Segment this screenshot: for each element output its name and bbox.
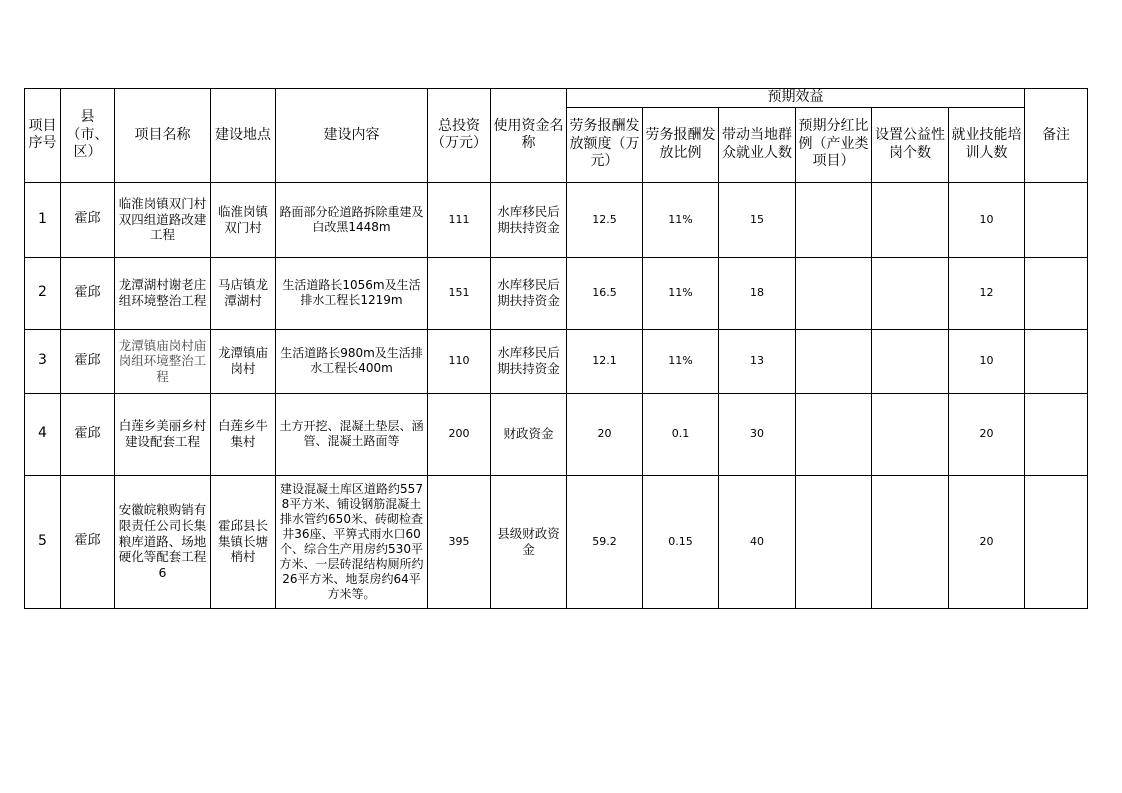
cell-labor-amount: 12.5 [567,182,643,257]
header-public-posts: 设置公益性岗个数 [872,107,949,182]
header-dividend: 预期分红比例（产业类项目） [796,107,872,182]
cell-remark [1025,329,1088,393]
header-county: 县（市、区） [61,89,115,183]
cell-investment: 395 [428,475,491,608]
cell-remark [1025,182,1088,257]
cell-remark [1025,475,1088,608]
table-row [25,393,1088,475]
header-seq: 项目序号 [25,89,61,183]
header-labor-amount: 劳务报酬发放额度（万元） [567,107,643,182]
cell-labor-amount: 16.5 [567,257,643,329]
cell-county: 霍邱 [61,329,115,393]
cell-content: 生活道路长1056m及生活排水工程长1219m [276,257,428,329]
cell-name: 白莲乡美丽乡村建设配套工程 [115,393,211,475]
cell-seq: 5 [25,475,61,608]
table-row [25,475,1088,608]
cell-fund: 财政资金 [491,393,567,475]
cell-remark [1025,257,1088,329]
cell-investment: 110 [428,329,491,393]
cell-investment: 151 [428,257,491,329]
cell-public-posts [872,329,949,393]
header-training: 就业技能培训人数 [949,107,1025,182]
cell-employment: 30 [719,393,796,475]
header-location: 建设地点 [211,89,276,183]
cell-name: 龙潭湖村谢老庄组环境整治工程 [115,257,211,329]
cell-labor-ratio: 0.1 [643,393,719,475]
cell-location: 霍邱县长集镇长塘梢村 [211,475,276,608]
cell-county: 霍邱 [61,257,115,329]
cell-dividend [796,257,872,329]
cell-labor-ratio: 11% [643,329,719,393]
cell-public-posts [872,475,949,608]
cell-remark [1025,393,1088,475]
header-name: 项目名称 [115,89,211,183]
cell-county: 霍邱 [61,393,115,475]
header-benefit-group: 预期效益 [567,89,1025,108]
cell-public-posts [872,182,949,257]
cell-labor-ratio: 11% [643,257,719,329]
cell-public-posts [872,393,949,475]
cell-training: 12 [949,257,1025,329]
cell-employment: 13 [719,329,796,393]
table-row [25,182,1088,257]
cell-labor-ratio: 0.15 [643,475,719,608]
cell-name: 龙潭镇庙岗村庙岗组环境整治工程 [115,329,211,393]
header-labor-ratio: 劳务报酬发放比例 [643,107,719,182]
cell-county: 霍邱 [61,475,115,608]
cell-location: 白莲乡牛集村 [211,393,276,475]
cell-content: 路面部分砼道路拆除重建及白改黑1448m [276,182,428,257]
cell-labor-amount: 12.1 [567,329,643,393]
cell-location: 龙潭镇庙岗村 [211,329,276,393]
cell-labor-amount: 20 [567,393,643,475]
cell-employment: 18 [719,257,796,329]
cell-seq: 1 [25,182,61,257]
cell-location: 临淮岗镇双门村 [211,182,276,257]
cell-content: 建设混凝土库区道路约5578平方米、铺设钢筋混凝土排水管约650米、砖砌检查井36座、平箅式雨水口60个、综合生产用房约530平方米、一层砖混结构厕所约26平方米、地泵房约64平方米等。 [276,475,428,608]
cell-seq: 2 [25,257,61,329]
cell-employment: 15 [719,182,796,257]
cell-training: 20 [949,475,1025,608]
cell-name: 临淮岗镇双门村双四组道路改建工程 [115,182,211,257]
cell-fund: 水库移民后期扶持资金 [491,257,567,329]
cell-training: 20 [949,393,1025,475]
cell-dividend [796,475,872,608]
cell-labor-ratio: 11% [643,182,719,257]
cell-seq: 3 [25,329,61,393]
cell-public-posts [872,257,949,329]
cell-county: 霍邱 [61,182,115,257]
header-fund: 使用资金名称 [491,89,567,183]
cell-dividend [796,329,872,393]
project-table [24,88,1088,609]
cell-investment: 111 [428,182,491,257]
cell-employment: 40 [719,475,796,608]
cell-location: 马店镇龙潭湖村 [211,257,276,329]
cell-fund: 水库移民后期扶持资金 [491,182,567,257]
cell-training: 10 [949,329,1025,393]
cell-name: 安徽皖粮购销有限责任公司长集粮库道路、场地硬化等配套工程6 [115,475,211,608]
cell-dividend [796,393,872,475]
cell-fund: 水库移民后期扶持资金 [491,329,567,393]
cell-dividend [796,182,872,257]
header-row-top [25,89,1088,108]
header-content: 建设内容 [276,89,428,183]
table-row [25,329,1088,393]
header-remark: 备注 [1025,89,1088,183]
cell-training: 10 [949,182,1025,257]
header-employment: 带动当地群众就业人数 [719,107,796,182]
table-row [25,257,1088,329]
header-investment: 总投资（万元） [428,89,491,183]
cell-content: 生活道路长980m及生活排水工程长400m [276,329,428,393]
cell-seq: 4 [25,393,61,475]
cell-fund: 县级财政资金 [491,475,567,608]
cell-labor-amount: 59.2 [567,475,643,608]
cell-investment: 200 [428,393,491,475]
cell-content: 土方开挖、混凝土垫层、涵管、混凝土路面等 [276,393,428,475]
